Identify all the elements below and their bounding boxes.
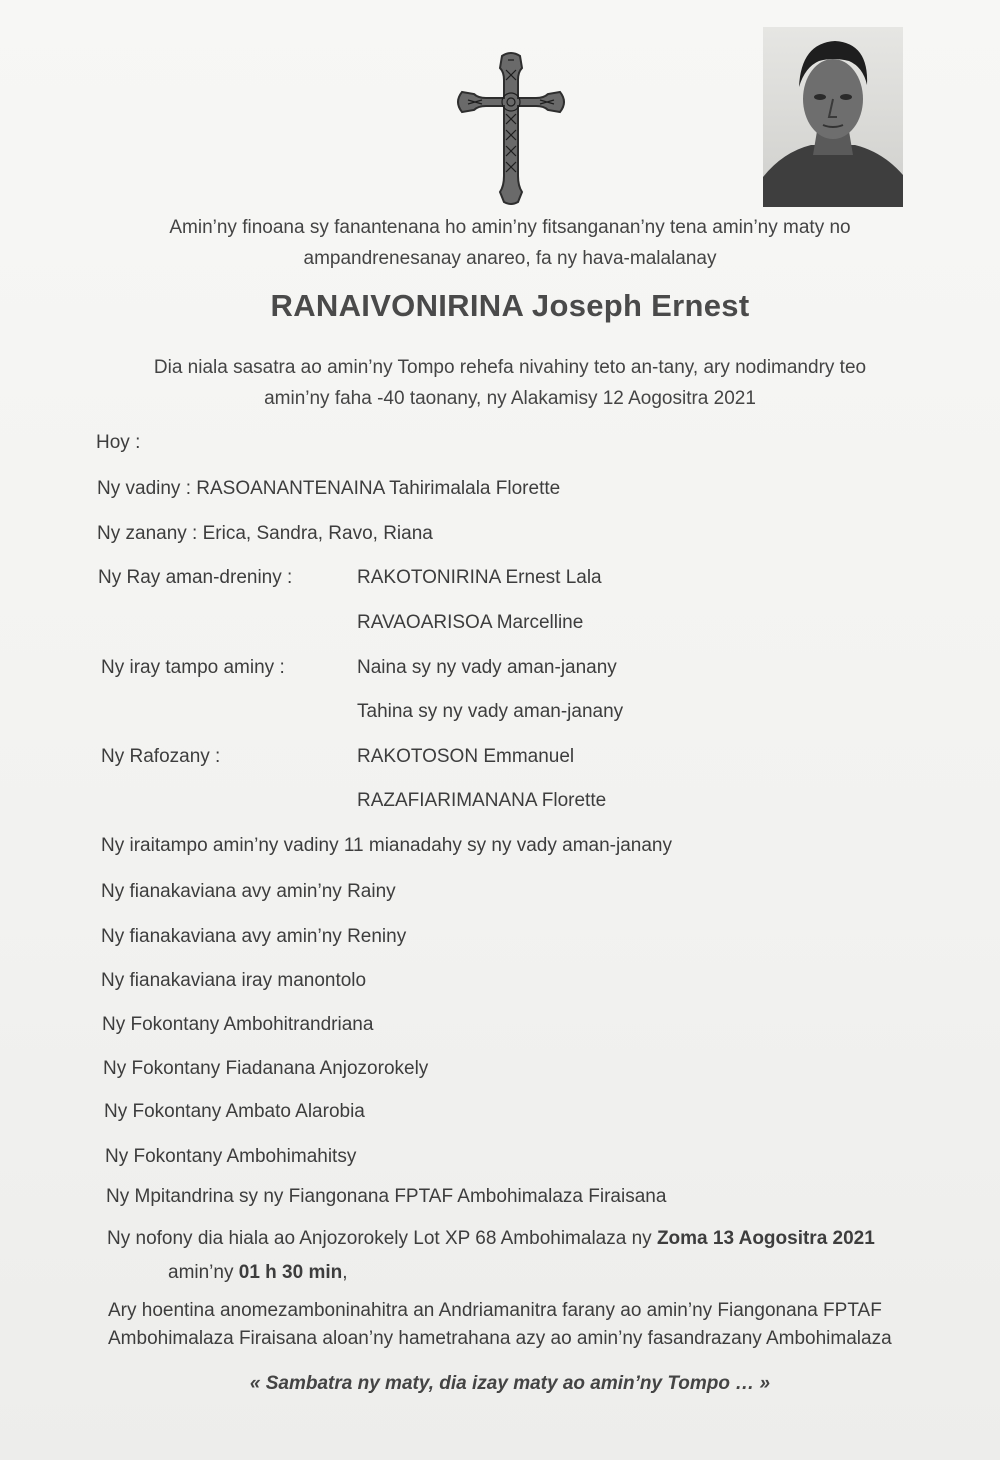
death-line-1: Dia niala sasatra ao amin’ny Tompo rehefa nivahiny teto an-tany, ary nodimandry teo	[153, 357, 867, 378]
list-item: Ny Fokontany Ambohitrandriana	[102, 1014, 374, 1035]
burial-line-2: Ambohimalaza Firaisana aloan’ny hametrahana azy ao amin’ny fasandrazany Ambohimalaza	[108, 1328, 892, 1349]
hoy-label: Hoy :	[96, 432, 141, 453]
vigil-time-prefix: amin’ny	[168, 1262, 239, 1283]
vigil-time: 01 h 30 min	[238, 1262, 343, 1283]
celtic-cross-icon	[448, 50, 574, 206]
deceased-name: RANAIVONIRINA Joseph Ernest	[270, 288, 750, 323]
closing-quote: « Sambatra ny maty, dia izay maty ao amin’ny Tompo … »	[249, 1373, 771, 1394]
parent-2: RAVAOARISOA Marcelline	[357, 612, 584, 633]
in-law-1: RAKOTOSON Emmanuel	[357, 746, 575, 767]
list-item: Ny fianakaviana avy amin’ny Reniny	[101, 926, 407, 947]
vigil-text: Ny nofony dia hiala ao Anjozorokely Lot XP 68 Ambohimalaza ny	[107, 1228, 657, 1249]
children-line: Ny zanany : Erica, Sandra, Ravo, Riana	[97, 523, 433, 544]
death-announcement	[110, 352, 910, 414]
parents-label: Ny Ray aman-dreniny :	[98, 567, 293, 588]
sibling-1: Naina sy ny vady aman-janany	[357, 657, 617, 678]
intro-line-1: Amin’ny finoana sy fanantenana ho amin’ny fitsanganan’ny tena amin’ny maty no	[169, 217, 851, 238]
death-line-2: amin’ny faha -40 taonany, ny Alakamisy 12 Aogositra 2021	[264, 388, 756, 409]
list-item: Ny Fokontany Ambato Alarobia	[104, 1101, 365, 1122]
list-item: Ny fianakaviana iray manontolo	[101, 970, 367, 991]
spouse-line: Ny vadiny : RASOANANTENAINA Tahirimalala Florette	[97, 478, 561, 499]
intro-line-2: ampandrenesanay anareo, fa ny hava-malalanay	[303, 248, 717, 269]
list-item: Ny Fokontany Ambohimahitsy	[105, 1146, 357, 1167]
list-item: Ny Fokontany Fiadanana Anjozorokely	[103, 1058, 429, 1079]
portrait-photo	[763, 27, 903, 207]
list-item: Ny fianakaviana avy amin’ny Rainy	[101, 881, 396, 902]
in-laws-label: Ny Rafozany :	[101, 746, 221, 767]
siblings-label: Ny iray tampo aminy :	[101, 657, 285, 678]
list-item: Ny Mpitandrina sy ny Fiangonana FPTAF Ambohimalaza Firaisana	[106, 1186, 667, 1207]
list-item: Ny iraitampo amin’ny vadiny 11 mianadahy sy ny vady aman-janany	[101, 835, 672, 856]
parent-1: RAKOTONIRINA Ernest Lala	[357, 567, 602, 588]
vigil-line-2	[168, 1262, 348, 1284]
vigil-time-suffix: ,	[342, 1262, 348, 1283]
in-law-2: RAZAFIARIMANANA Florette	[357, 790, 607, 811]
intro-text	[100, 212, 920, 274]
burial-line-1: Ary hoentina anomezamboninahitra an Andriamanitra farany ao amin’ny Fiangonana FPTAF	[108, 1300, 882, 1321]
vigil-date: Zoma 13 Aogositra 2021	[656, 1228, 875, 1249]
vigil-line-1	[107, 1228, 875, 1250]
sibling-2: Tahina sy ny vady aman-janany	[357, 701, 624, 722]
